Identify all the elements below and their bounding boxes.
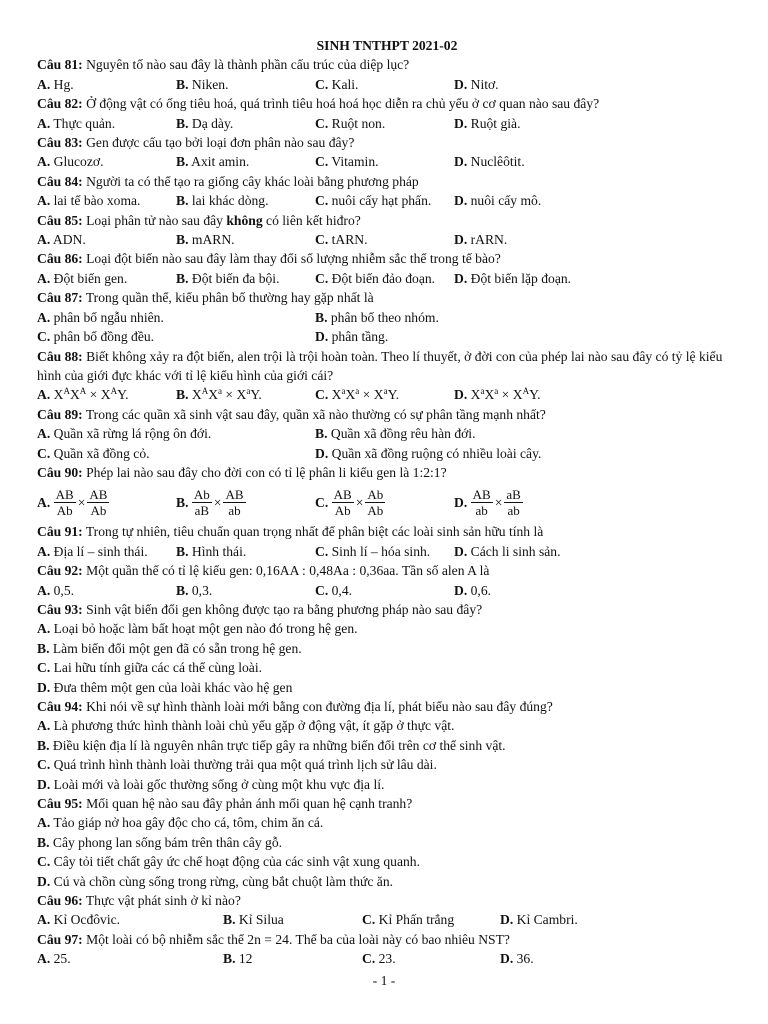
question-94: [37, 697, 737, 716]
option-b: B. Kỉ Silua: [223, 912, 284, 928]
options-87-row2: [37, 327, 737, 346]
question-text: Trong tự nhiên, tiêu chuẩn quan trọng nhất để phân biệt các loài sinh sản hữu tính là: [85, 524, 544, 540]
option-d: D. 36.: [500, 951, 534, 967]
option-a: A. Thực quản.: [37, 115, 116, 131]
question-91: [37, 522, 737, 541]
question-text: Ở động vật có ống tiêu hoá, quá trình tiêu hoá hoá học diễn ra chủ yếu ở cơ quan nào sau đây?: [86, 96, 600, 112]
option-c: C. Kỉ Phấn trắng: [362, 912, 455, 928]
option-b: B. $X^AX^a \times X^aY$.: [176, 386, 262, 403]
option-a: A. $X^AX^A \times X^AY$.: [37, 386, 129, 403]
option-c: C. 23.: [362, 951, 396, 967]
option-d: D. Đưa thêm một gen của loài khác vào hệ gen: [37, 679, 293, 695]
option-b: B. lai khác dòng.: [176, 193, 269, 209]
question-number: Câu 88:: [37, 348, 83, 364]
options-91: [37, 542, 737, 561]
option-a: A. Kỉ Ocđôvic.: [37, 912, 121, 928]
option-b: B. 0,3.: [176, 582, 213, 598]
option-d: D. Loài mới và loài gốc thường sống ở cùng một khu vực địa lí.: [37, 776, 385, 792]
option-c: C. Cây tỏi tiết chất gây ức chế hoạt động của các sinh vật xung quanh.: [37, 854, 420, 870]
option-b: B. phân bố theo nhóm.: [315, 309, 439, 325]
option-a: A. Địa lí – sinh thái.: [37, 543, 148, 559]
genotype-fraction: $\frac{aB}{ab}$: [506, 486, 521, 518]
option-c: C. $\frac{AB}{Ab}$ × $\frac{Ab}{Ab}$: [315, 486, 384, 518]
option-a: A. Tảo giáp nở hoa gây độc cho cá, tôm, chim ăn cá.: [37, 815, 324, 831]
question-number: Câu 86:: [37, 251, 83, 267]
question-text: Trong quần thể, kiểu phân bố thường hay gặp nhất là: [85, 290, 374, 306]
question-85: [37, 211, 737, 230]
option-d: D. Cú và chồn cùng sống trong rừng, cùng bắt chuột làm thức ăn.: [37, 873, 394, 889]
option-b: B. Niken.: [176, 76, 229, 92]
option-c: C. phân bố đồng đều.: [37, 329, 155, 345]
genotype-fraction: $\frac{AB}{Ab}$: [333, 486, 352, 518]
option-a: A. Hg.: [37, 76, 74, 92]
question-82: [37, 94, 737, 113]
option-a: A. ADN.: [37, 232, 86, 248]
question-92: [37, 561, 737, 580]
question-text: Phép lai nào sau đây cho đời con có tỉ lệ phân li kiểu gen là 1:2:1?: [86, 464, 447, 480]
option-d: D. Quần xã đồng ruộng có nhiều loài cây.: [315, 445, 542, 461]
options-87-row1: [37, 308, 737, 327]
page-title: SINH TNTHPT 2021-02: [316, 38, 458, 53]
options-85: [37, 230, 737, 249]
question-88: [37, 347, 737, 386]
question-text: Trong các quần xã sinh vật sau đây, quần xã nào thường có sự phân tầng mạnh nhất?: [85, 406, 546, 422]
options-96: [37, 910, 737, 929]
option-d: D. Nitơ.: [454, 76, 499, 92]
genotype-fraction: $\frac{Ab}{aB}$: [193, 486, 210, 518]
question-96: [37, 891, 737, 910]
exam-page: [37, 36, 737, 969]
option-a: A. Đột biến gen.: [37, 270, 128, 286]
question-number: Câu 89:: [37, 406, 83, 422]
option-d: D. $X^aX^a \times X^AY$.: [454, 386, 541, 403]
question-number: Câu 84:: [37, 173, 83, 189]
option-b: B. $\frac{Ab}{aB}$ × $\frac{AB}{ab}$: [176, 486, 244, 518]
question-text: Một quần thể có tỉ lệ kiểu gen: 0,16AA : 0,48Aa : 0,36aa. Tần số alen A là: [86, 563, 490, 579]
option-a: A. $\frac{AB}{Ab}$ × $\frac{AB}{Ab}$: [37, 486, 108, 518]
question-number: Câu 96:: [37, 893, 83, 909]
question-number: Câu 81:: [37, 57, 83, 73]
option-a: A. 0,5.: [37, 582, 75, 598]
option-b: B. 12: [223, 951, 253, 967]
option-d: D. nuôi cấy mô.: [454, 193, 542, 209]
question-number: Câu 85:: [37, 212, 83, 228]
options-89-row2: [37, 444, 737, 463]
question-text: Loại phân tử nào sau đây: [86, 212, 227, 228]
question-95: [37, 794, 737, 813]
genotype-fraction: $\frac{AB}{ab}$: [225, 486, 244, 518]
question-90: [37, 463, 737, 482]
options-97: [37, 949, 737, 968]
option-c: C. Ruột non.: [315, 115, 386, 131]
question-text: có liên kết hiđro?: [262, 212, 361, 228]
question-83: [37, 133, 737, 152]
option-c: C. nuôi cấy hạt phấn.: [315, 193, 432, 209]
option-c: C. Sinh lí – hóa sinh.: [315, 543, 431, 559]
question-93: [37, 600, 737, 619]
question-text: Loại đột biến nào sau đây làm thay đổi số lượng nhiễm sắc thể trong tế bào?: [86, 251, 501, 267]
genotype-fraction: $\frac{Ab}{Ab}$: [367, 486, 384, 518]
option-a: A. Quần xã rừng lá rộng ôn đới.: [37, 426, 212, 442]
question-text: Một loài có bộ nhiễm sắc thể 2n = 24. Thể ba của loài này có bao nhiêu NST?: [86, 931, 510, 947]
question-number: Câu 90:: [37, 464, 83, 480]
option-d: D. Nuclêôtit.: [454, 154, 525, 170]
question-emphasis: không: [226, 212, 263, 228]
option-c: C. tARN.: [315, 232, 368, 248]
option-b: B. Cây phong lan sống bám trên thân cây gỗ.: [37, 834, 283, 850]
option-a: A. lai tế bào xoma.: [37, 193, 141, 209]
option-d: D. 0,6.: [454, 582, 492, 598]
option-b: B. Làm biến đổi một gen đã có sẵn trong hệ gen.: [37, 640, 302, 656]
option-b: B. Đột biến đa bội.: [176, 270, 280, 286]
options-88: [37, 385, 737, 404]
option-d: D. $\frac{AB}{ab}$ × $\frac{aB}{ab}$: [454, 486, 521, 518]
question-84: [37, 172, 737, 191]
option-a: A. Là phương thức hình thành loài chủ yếu gặp ở động vật, ít gặp ở thực vật.: [37, 718, 455, 734]
option-d: D. Kỉ Cambri.: [500, 912, 578, 928]
option-c: C. $X^aX^a \times X^aY$.: [315, 386, 400, 403]
option-c: C. 0,4.: [315, 582, 353, 598]
options-90: [37, 482, 737, 522]
option-a: A. 25.: [37, 951, 71, 967]
option-b: B. Điều kiện địa lí là nguyên nhân trực tiếp gây ra những biến đổi trên cơ thể sinh vật.: [37, 737, 506, 753]
option-c: C. Kali.: [315, 76, 359, 92]
option-a: A. phân bố ngẫu nhiên.: [37, 309, 164, 325]
options-89-row1: [37, 424, 737, 443]
option-b: B. Quần xã đồng rêu hàn đới.: [315, 426, 476, 442]
genotype-fraction: $\frac{AB}{ab}$: [472, 486, 491, 518]
question-text: Người ta có thể tạo ra giống cây khác loài bằng phương pháp: [86, 173, 419, 189]
question-text: Gen được cấu tạo bởi loại đơn phân nào sau đây?: [86, 135, 355, 151]
option-a: A. Loại bỏ hoặc làm bất hoạt một gen nào đó trong hệ gen.: [37, 621, 358, 637]
option-c: C. Quá trình hình thành loài thường trải qua một quá trình lịch sử lâu dài.: [37, 757, 437, 773]
question-89: [37, 405, 737, 424]
options-86: [37, 269, 737, 288]
option-c: C. Quần xã đồng cỏ.: [37, 445, 150, 461]
options-82: [37, 114, 737, 133]
question-number: Câu 92:: [37, 563, 83, 579]
option-d: D. Ruột già.: [454, 115, 521, 131]
option-d: D. phân tầng.: [315, 329, 389, 345]
question-number: Câu 83:: [37, 135, 83, 151]
genotype-fraction: $\frac{AB}{Ab}$: [89, 486, 108, 518]
question-number: Câu 91:: [37, 524, 83, 540]
options-83: [37, 152, 737, 171]
question-text: Nguyên tố nào sau đây là thành phần cấu trúc của diệp lục?: [86, 57, 410, 73]
question-number: Câu 87:: [37, 290, 83, 306]
option-d: D. Đột biến lặp đoạn.: [454, 270, 572, 286]
option-c: C. Đột biến đảo đoạn.: [315, 270, 436, 286]
question-text: Biết không xảy ra đột biến, alen trội là trội hoàn toàn. Theo lí thuyết, ở đời con của phép lai nào sau đây có tỷ lệ kiểu hình của giới đực khác với tỉ lệ kiểu hình của giới cái?: [37, 348, 723, 383]
option-b: B. mARN.: [176, 232, 235, 248]
question-text: Khi nói về sự hình thành loài mới bằng con đường địa lí, phát biểu nào sau đây đúng?: [86, 699, 553, 714]
options-84: [37, 191, 737, 210]
option-c: C. Vitamin.: [315, 154, 379, 170]
option-b: B. Hình thái.: [176, 543, 247, 559]
options-92: [37, 581, 737, 600]
option-d: D. rARN.: [454, 232, 508, 248]
question-text: Mối quan hệ nào sau đây phản ánh mối quan hệ cạnh tranh?: [86, 796, 413, 812]
option-b: B. Dạ dày.: [176, 115, 234, 131]
genotype-fraction: $\frac{AB}{Ab}$: [55, 486, 74, 518]
question-81: [37, 55, 737, 74]
options-81: [37, 75, 737, 94]
question-number: Câu 97:: [37, 931, 83, 947]
option-c: C. Lai hữu tính giữa các cá thể cùng loài.: [37, 660, 262, 676]
question-text: Thực vật phát sinh ở kỉ nào?: [85, 893, 241, 909]
page-number: - 1 -: [372, 973, 396, 988]
question-97: [37, 930, 737, 949]
question-number: Câu 82:: [37, 96, 83, 112]
question-86: [37, 249, 737, 268]
option-b: B. Axit amin.: [176, 154, 250, 170]
question-text: Sinh vật biến đổi gen không được tạo ra bằng phương pháp nào sau đây?: [86, 601, 483, 617]
option-d: D. Cách li sinh sản.: [454, 543, 561, 559]
question-number: Câu 95:: [37, 796, 83, 812]
question-87: [37, 288, 737, 307]
option-a: A. Glucozơ.: [37, 154, 104, 170]
question-number: Câu 94:: [37, 699, 83, 714]
question-number: Câu 93:: [37, 601, 83, 617]
